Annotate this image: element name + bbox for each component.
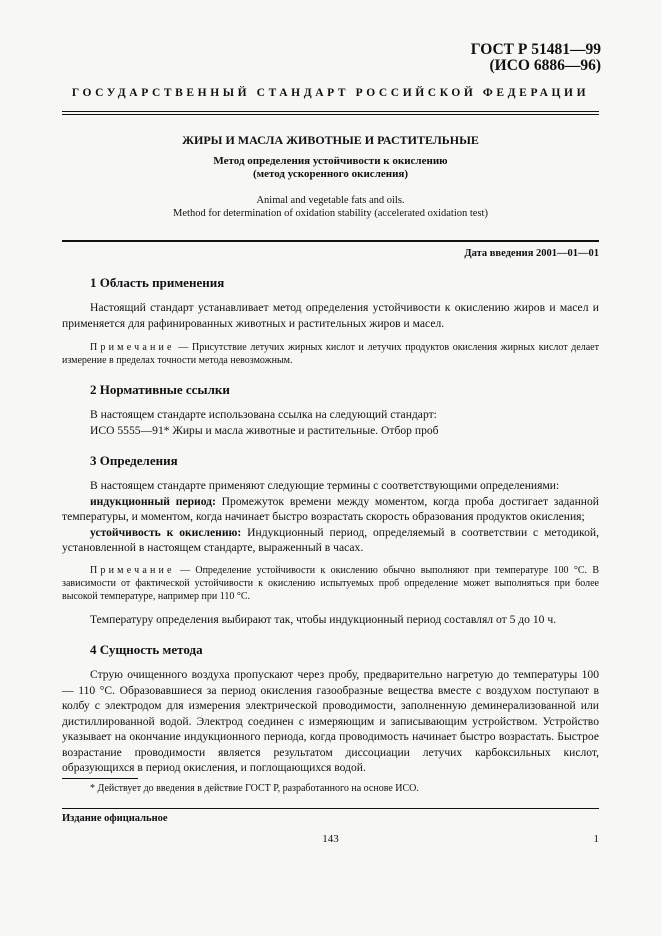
section-3-note (62, 564, 599, 603)
section-4-heading: 4 Сущность метода (90, 642, 203, 657)
footnote: * Действует до введения в действие ГОСТ Р, разработанного на основе ИСО. (90, 783, 419, 794)
term-oxidation-stability: устойчивость к окислению: (90, 525, 242, 539)
state-standard-banner: ГОСУДАРСТВЕННЫЙ СТАНДАРТ РОССИЙСКОЙ ФЕДЕРАЦИИ (71, 87, 590, 99)
section-3-paragraph-1: В настоящем стандарте применяют следующие термины с соответствующими определениями: (90, 479, 560, 492)
note-label: Примечание (90, 342, 175, 353)
note-text: — Присутствие летучих жирных кислот и летучих продуктов окисления жирных кислот делает измерение в пределах точности метода невозможным. (62, 342, 599, 366)
footnote-separator (62, 778, 138, 779)
section-1-paragraph: Настоящий стандарт устанавливает метод определения устойчивости к окислению жиров и масел и применяется для рафинированных животных и растительных жиров и масел. (62, 301, 599, 330)
footer-rule (62, 808, 599, 809)
note-label: Примечание (90, 564, 175, 576)
section-2-reference: ИСО 5555—91* Жиры и масла животные и растительные. Отбор проб (90, 423, 439, 437)
sheet-number: 1 (593, 833, 599, 845)
subtitle-line-1: Метод определения устойчивости к окислению (213, 155, 448, 167)
header-rule-top (62, 111, 599, 112)
definition-oxidation-stability (62, 525, 599, 556)
section-1-note (62, 341, 599, 367)
document-subtitle (62, 155, 599, 181)
definition-induction-period (62, 494, 599, 525)
definition-text-2: Индукционный период, определяемый в соответствии с методикой, установленной в настоящем стандарте, выраженный в часах. (62, 525, 599, 554)
iso-number: (ИСО 6886—96) (489, 57, 601, 74)
page-number: 143 (322, 833, 339, 845)
document-body (62, 272, 599, 776)
intro-date: Дата введения 2001—01—01 (464, 248, 599, 259)
term-induction-period: индукционный период: (90, 494, 216, 508)
section-1-heading: 1 Область применения (90, 275, 225, 290)
section-3-paragraph-2: Температуру определения выбирают так, чтобы индукционный период составлял от 5 до 10 ч. (90, 612, 557, 626)
subtitle-line-2: (метод ускоренного окисления) (252, 168, 409, 180)
gost-number: ГОСТ Р 51481—99 (470, 41, 601, 58)
edition-label: Издание официальное (62, 813, 168, 824)
note-text: — Определение устойчивости к окислению обычно выполняют при температуре 100 °C. В зависимости от фактической устойчивости к окислению испытуемых проб определение может выполняться при более высокой температуре, например при 110 °C. (62, 564, 599, 602)
document-title: ЖИРЫ И МАСЛА ЖИВОТНЫЕ И РАСТИТЕЛЬНЫЕ (182, 133, 479, 147)
gost-code-block (471, 42, 601, 74)
definition-text-1: Промежуток времени между моментом, когда проба достигает заданной температуры, и моментом, когда начинает быстро возрастать скорость образования продуктов окисления; (62, 494, 599, 523)
header-rule-bottom (62, 114, 599, 115)
english-title-line-1: Animal and vegetable fats and oils. (256, 195, 405, 206)
english-title (62, 194, 599, 220)
english-title-line-2: Method for determination of oxidation stability (accelerated oxidation test) (173, 208, 488, 219)
section-2-paragraph-1: В настоящем стандарте использована ссылка на следующий стандарт: (90, 408, 437, 421)
title-rule (62, 240, 599, 242)
section-2-heading: 2 Нормативные ссылки (90, 382, 230, 397)
section-4-paragraph: Струю очищенного воздуха пропускают через пробу, предварительно нагретую до температуры 100 — 110 °C. Образовавшиеся за период окисления газообразные вещества вместе с воздухом поступают в колбу с электродом для измерения электрической проводимости, заполненную деминерализованной или дистиллированной водой. Электрод соединен с измеряющим и записывающим устройством. Устройство указывает на окончание индукционного периода, когда проводимость начинает быстро возрастать. Быстрое возрастание проводимости является результатом диссоциации летучих карбоксильных кислот, образующихся в период окисления, и поглощающихся водой. (62, 668, 599, 774)
section-3-heading: 3 Определения (90, 453, 178, 468)
